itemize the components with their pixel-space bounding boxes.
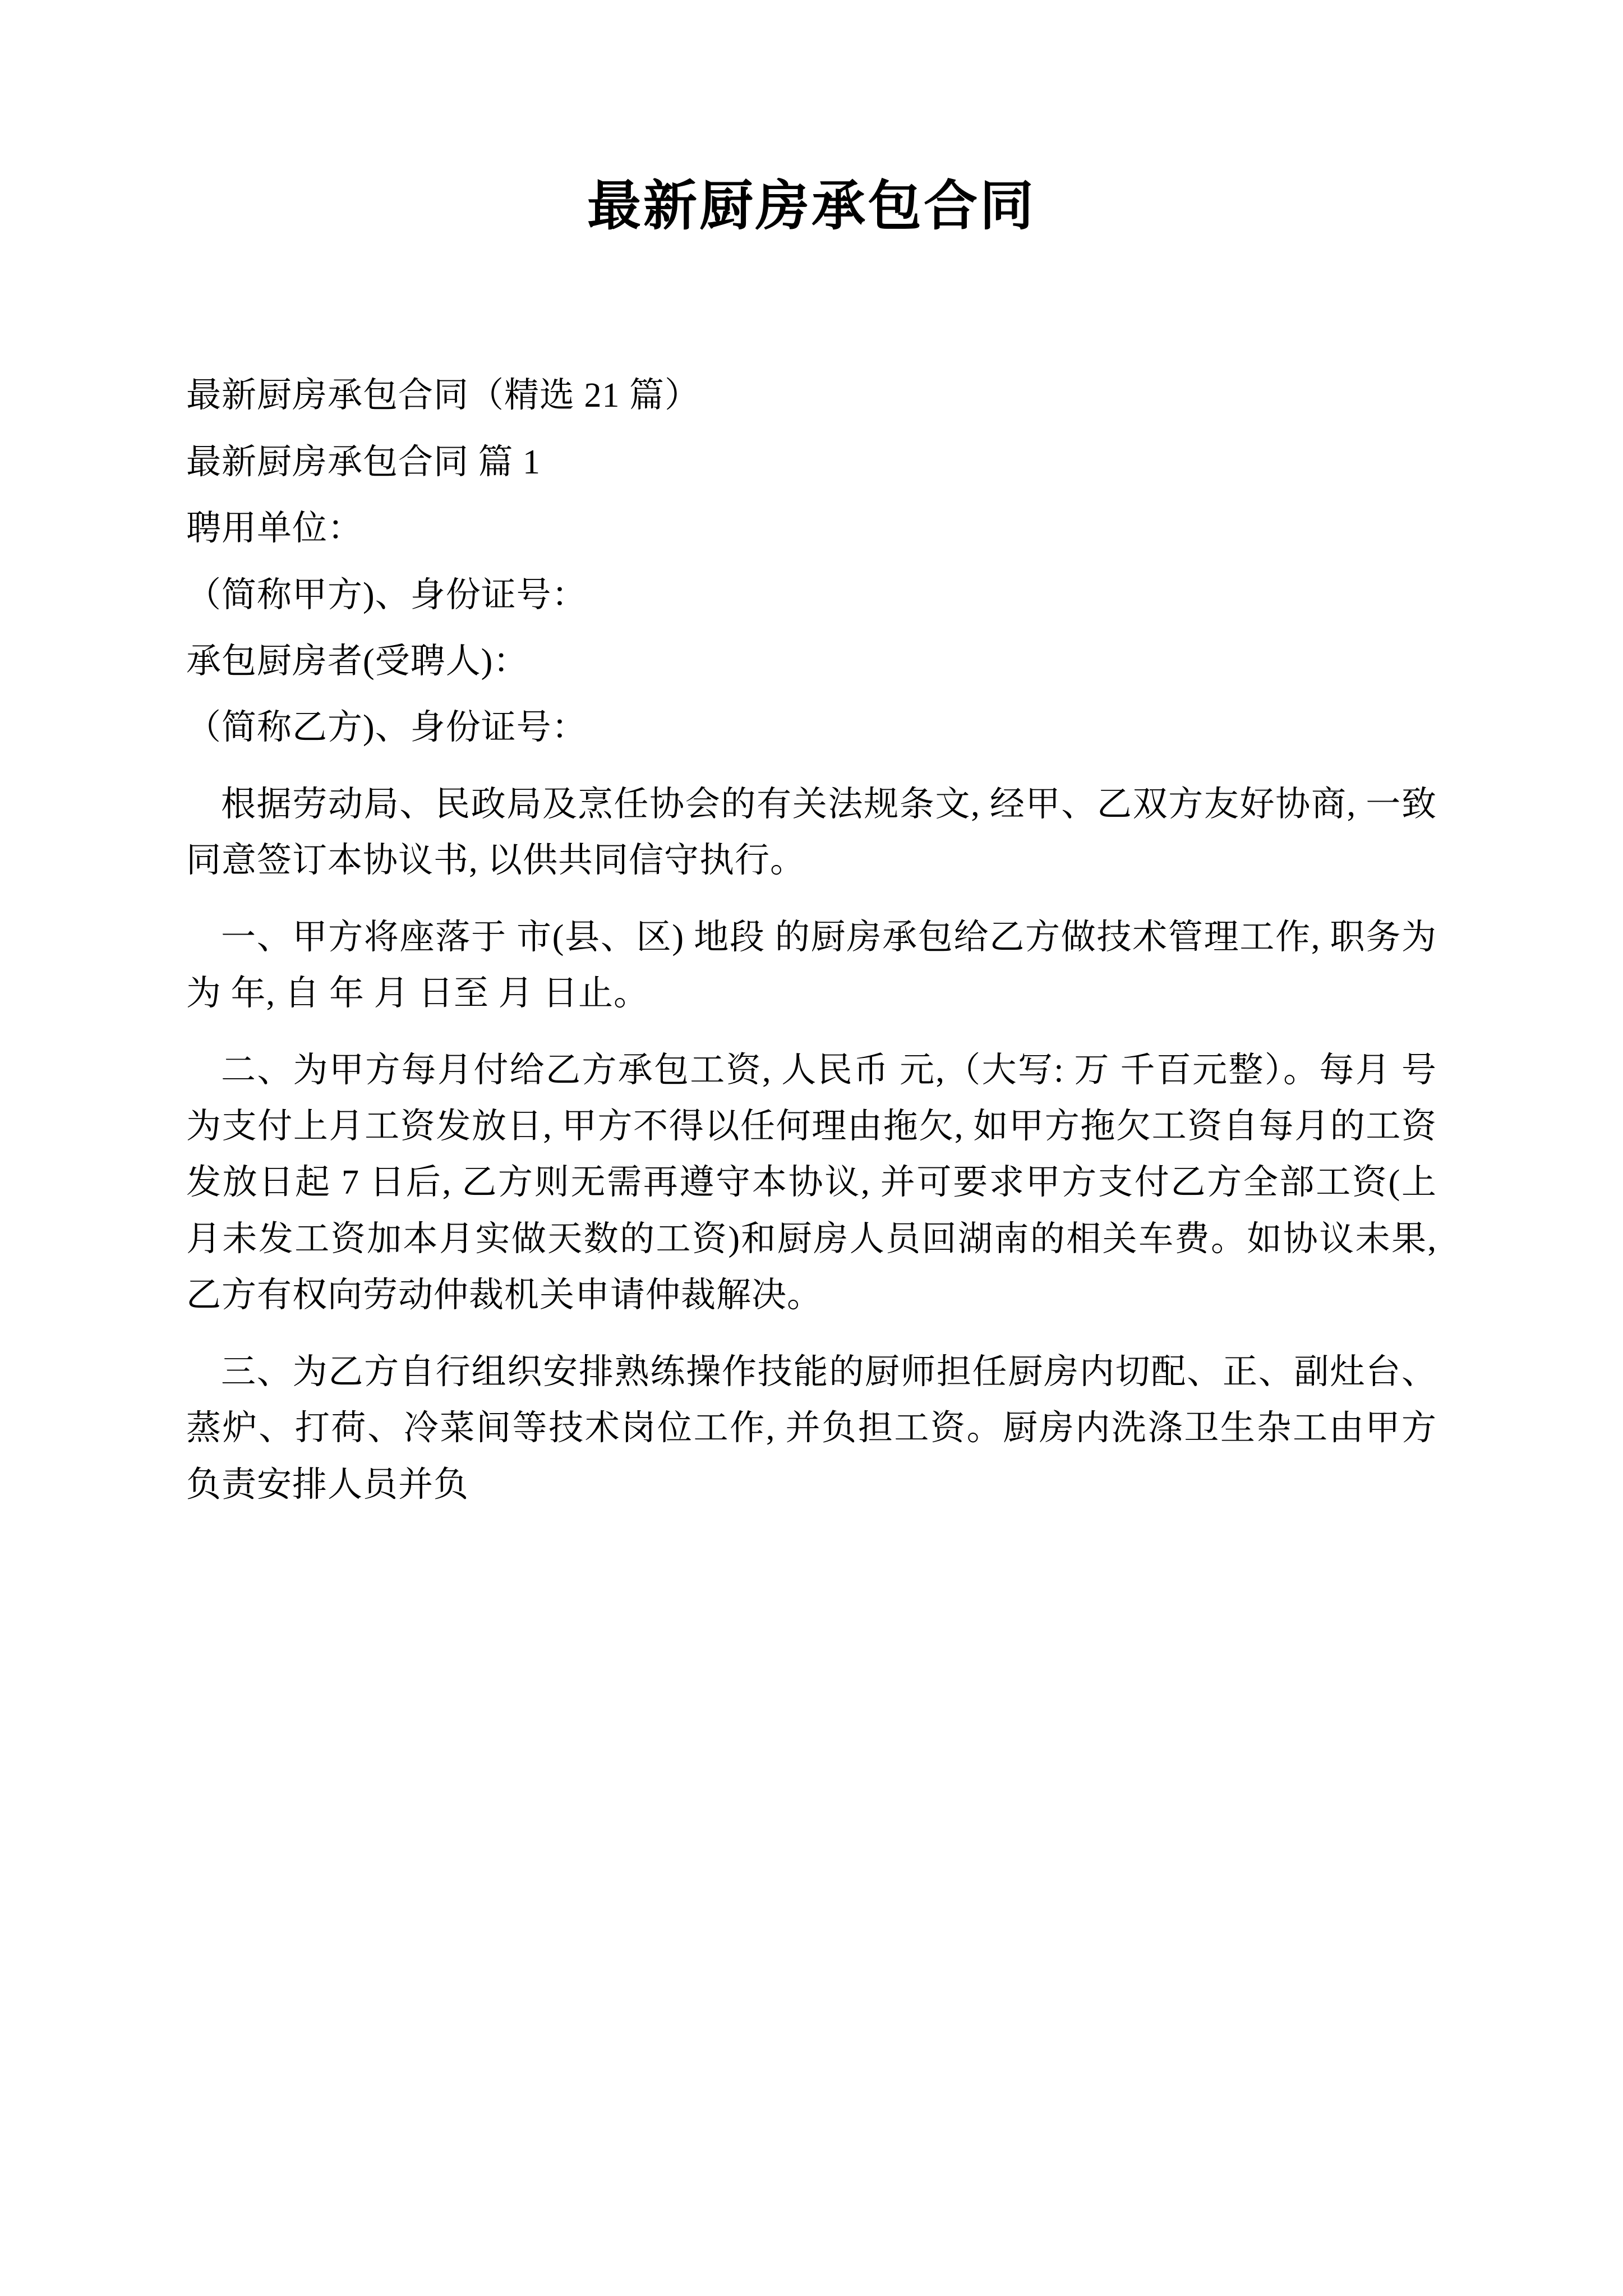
page-title: 最新厨房承包合同: [587, 176, 1036, 236]
paragraph-section-heading: 最新厨房承包合同 篇 1: [186, 443, 541, 481]
paragraph-clause-1: 一、甲方将座落于 市(县、区) 地段 的厨房承包给乙方做技术管理工作, 职务为 为 年, 自 年 月 日至 月 日止。: [186, 918, 1437, 1013]
paragraph-party-b-id: （简称乙方)、身份证号：: [186, 708, 587, 747]
paragraph-clause-3: 三、为乙方自行组织安排熟练操作技能的厨师担任厨房内切配、正、副灶台、蒸炉、打荷、冷菜间等技术岗位工作, 并负担工资。厨房内洗涤卫生杂工由甲方负责安排人员并负: [186, 1352, 1437, 1504]
paragraph-subtitle: 最新厨房承包合同（精选 21 篇）: [186, 376, 700, 415]
document-body: [186, 238, 1437, 1513]
paragraph-contractor-label: 承包厨房者(受聘人)：: [186, 642, 529, 680]
paragraph-employer-label: 聘用单位：: [186, 509, 363, 548]
paragraph-preamble: 根据劳动局、民政局及烹任协会的有关法规条文, 经甲、乙双方友好协商, 一致同意签订本协议书, 以供共同信守执行。: [186, 785, 1437, 880]
paragraph-clause-2: 二、为甲方每月付给乙方承包工资, 人民币 元,（大写: 万 千百元整）。每月 号为支付上月工资发放日, 甲方不得以任何理由拖欠, 如甲方拖欠工资自每月的工资发放日起 7 日后, 乙方则无需再遵守本协议, 并可要求甲方支付乙方全部工资(上月未发工资加本月实做天数的工资)和厨房人员回湖南的相关车费。如协议未果, 乙方有权向劳动仲裁机关申请仲裁解决。: [186, 1051, 1437, 1315]
paragraph-party-a-id: （简称甲方)、身份证号：: [186, 576, 587, 614]
